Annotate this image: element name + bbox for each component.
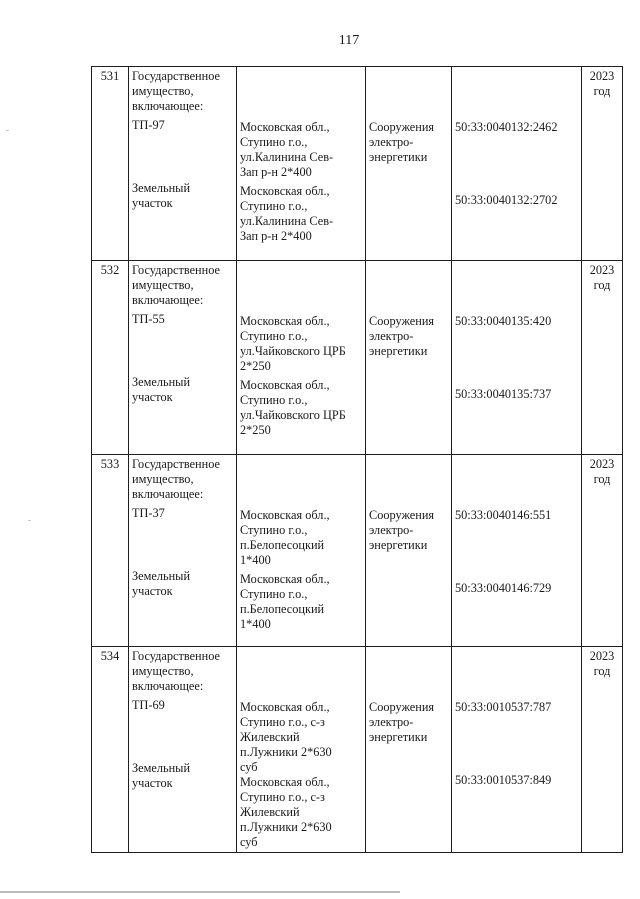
- object-address: Московская обл., Ступино г.о., ул.Калинина Сев-Зап р-н 2*400: [240, 184, 334, 243]
- object-name: Земельный участок: [132, 181, 191, 210]
- object-address: Московская обл., Ступино г.о., п.Белопесоцкий 1*400: [240, 572, 330, 631]
- group-label: Государственное имущество, включающее:: [132, 69, 220, 113]
- object-address: Московская обл., Ступино г.о., ул.Чайковского ЦРБ 2*250: [240, 378, 346, 437]
- type-cell: [366, 647, 452, 853]
- cadastral-number: 50:33:0040132:2702: [455, 193, 558, 207]
- object-address: Московская обл., Ступино г.о., с-з Жилевский п.Лужники 2*630 суб: [240, 700, 332, 774]
- year-label: 2023 год: [589, 69, 615, 98]
- object-address: Московская обл., Ступино г.о., п.Белопесоцкий 1*400: [240, 508, 330, 567]
- cadastral-number: 50:33:0010537:849: [455, 773, 552, 787]
- type-cell: [366, 67, 452, 261]
- address-cell: [237, 455, 366, 647]
- object-name: ТП-69: [132, 698, 165, 712]
- object-name: Земельный участок: [132, 761, 191, 790]
- row-number: 532: [92, 261, 129, 455]
- cadastral-cell: [452, 67, 582, 261]
- cadastral-number: 50:33:0040146:551: [455, 508, 552, 522]
- table-row: [92, 455, 623, 647]
- page-number: 117: [338, 33, 360, 48]
- table-row: [92, 647, 623, 853]
- object-type: Сооружения электро-энергетики: [369, 700, 435, 744]
- row-number: 533: [92, 455, 129, 647]
- object-name: Земельный участок: [132, 375, 191, 404]
- type-cell: [366, 261, 452, 455]
- group-label: Государственное имущество, включающее:: [132, 263, 220, 307]
- object-address: Московская обл., Ступино г.о., ул.Калинина Сев-Зап р-н 2*400: [240, 120, 334, 179]
- address-cell: [237, 261, 366, 455]
- object-type: Сооружения электро-энергетики: [369, 120, 435, 164]
- name-cell: [129, 647, 237, 853]
- address-cell: [237, 67, 366, 261]
- scan-artifact-dot: [28, 520, 31, 521]
- group-label: Государственное имущество, включающее:: [132, 457, 220, 501]
- property-registry-table: [91, 66, 623, 853]
- year-cell: [582, 67, 623, 261]
- cadastral-number: 50:33:0040135:420: [455, 314, 552, 328]
- row-number: 531: [92, 67, 129, 261]
- year-label: 2023 год: [589, 649, 615, 678]
- cadastral-number: 50:33:0040146:729: [455, 581, 552, 595]
- object-name: Земельный участок: [132, 569, 191, 598]
- table-row: [92, 67, 623, 261]
- name-cell: [129, 67, 237, 261]
- object-name: ТП-37: [132, 506, 165, 520]
- object-address: Московская обл., Ступино г.о., с-з Жилевский п.Лужники 2*630 суб: [240, 775, 332, 849]
- cadastral-cell: [452, 647, 582, 853]
- year-cell: [582, 647, 623, 853]
- year-cell: [582, 261, 623, 455]
- name-cell: [129, 261, 237, 455]
- year-label: 2023 год: [589, 263, 615, 292]
- cadastral-number: 50:33:0010537:787: [455, 700, 552, 714]
- address-cell: [237, 647, 366, 853]
- scan-artifact-dot: [6, 130, 9, 131]
- cadastral-cell: [452, 261, 582, 455]
- object-address: Московская обл., Ступино г.о., ул.Чайковского ЦРБ 2*250: [240, 314, 346, 373]
- scan-artifact-line: [0, 891, 400, 893]
- group-label: Государственное имущество, включающее:: [132, 649, 220, 693]
- year-label: 2023 год: [589, 457, 615, 486]
- type-cell: [366, 455, 452, 647]
- cadastral-cell: [452, 455, 582, 647]
- object-name: ТП-97: [132, 118, 165, 132]
- name-cell: [129, 455, 237, 647]
- object-type: Сооружения электро-энергетики: [369, 508, 435, 552]
- object-type: Сооружения электро-энергетики: [369, 314, 435, 358]
- object-name: ТП-55: [132, 312, 165, 326]
- table-row: [92, 261, 623, 455]
- cadastral-number: 50:33:0040135:737: [455, 387, 552, 401]
- row-number: 534: [92, 647, 129, 853]
- cadastral-number: 50:33:0040132:2462: [455, 120, 558, 134]
- year-cell: [582, 455, 623, 647]
